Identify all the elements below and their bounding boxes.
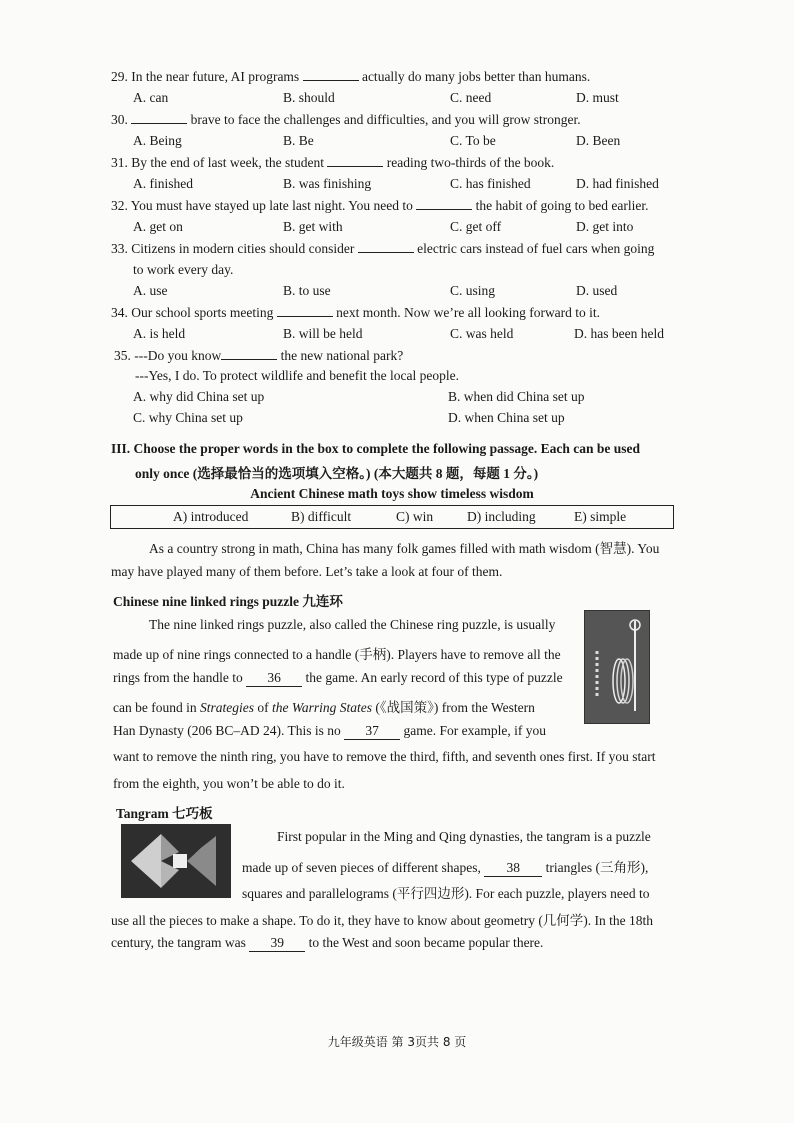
tangram-text: to the West and soon became popular there. [305, 935, 544, 950]
option-d: D. Been [576, 133, 621, 148]
question-stem: 29. In the near future, AI programs [111, 69, 303, 84]
question-35-reply: ---Yes, I do. To protect wildlife and benefit the local people. [135, 368, 459, 383]
blank-37: 37 [344, 723, 400, 740]
tangram-text: century, the tangram was [111, 935, 250, 950]
rings-line [113, 696, 535, 716]
question-35 [114, 347, 403, 364]
answer-blank [131, 111, 187, 124]
rings-text: can be found in [113, 700, 200, 715]
word-box [110, 505, 674, 529]
question-stem: the habit of going to bed earlier. [472, 198, 649, 213]
answer-blank [327, 154, 383, 167]
question-stem: next month. Now we’re all looking forward to it. [332, 305, 601, 320]
question-32 [111, 197, 648, 214]
word-option: B) difficult [291, 509, 352, 524]
book-title: the Warring States [271, 700, 372, 715]
question-stem: 31. By the end of last week, the student [111, 155, 328, 170]
answer-blank [277, 304, 333, 317]
option-d: D. when China set up [448, 410, 565, 425]
question-29 [111, 68, 590, 85]
option-d: D. must [576, 90, 619, 105]
question-stem: brave to face the challenges and difficulties, and you will grow stronger. [187, 112, 581, 127]
tangram-line: squares and parallelograms (平行四边形). For each puzzle, players need to [242, 886, 650, 901]
question-stem: 34. Our school sports meeting [111, 305, 277, 320]
rings-line: The nine linked rings puzzle, also called the Chinese ring puzzle, is usually [149, 617, 556, 632]
page-footer: 九年级英语 第 3页共 8 页 [327, 1035, 467, 1049]
tangram-text: made up of seven pieces of different shapes, [242, 860, 485, 875]
word-option: A) introduced [173, 509, 249, 524]
option-a: A. finished [133, 176, 193, 191]
option-d: D. has been held [574, 326, 664, 341]
option-b: B. get with [283, 219, 343, 234]
blank-38: 38 [484, 860, 542, 877]
section-3-note: only once [135, 466, 190, 481]
question-30 [111, 111, 581, 128]
rings-text: of [253, 700, 272, 715]
rings-text: rings from the handle to [113, 670, 247, 685]
answer-blank [303, 68, 359, 81]
passage-title: Ancient Chinese math toys show timeless wisdom [250, 486, 534, 501]
question-34 [111, 304, 600, 321]
answer-blank [416, 197, 472, 210]
option-c: C. To be [450, 133, 496, 148]
question-stem: 33. Citizens in modern cities should consider [111, 241, 358, 256]
option-a: A. can [133, 90, 169, 105]
rings-text: Han Dynasty (206 BC–AD 24). This is no [113, 723, 345, 738]
question-stem: actually do many jobs better than humans. [358, 69, 591, 84]
question-33-cont: to work every day. [133, 262, 234, 277]
rings-line [113, 670, 563, 687]
tangram-line [111, 935, 543, 952]
blank-39: 39 [249, 935, 305, 952]
option-b: B. will be held [283, 326, 363, 341]
question-stem: reading two-thirds of the book. [383, 155, 555, 170]
question-33 [111, 240, 654, 257]
option-c: C. has finished [450, 176, 531, 191]
question-stem: 32. You must have stayed up late last night. You need to [111, 198, 417, 213]
option-a: A. is held [133, 326, 186, 341]
tangram-photo [121, 824, 231, 898]
option-a: A. Being [133, 133, 182, 148]
option-a: A. why did China set up [133, 389, 265, 404]
word-option: D) including [467, 509, 536, 524]
option-d: D. had finished [576, 176, 659, 191]
option-d: D. get into [576, 219, 634, 234]
rings-heading: Chinese nine linked rings puzzle 九连环 [113, 594, 343, 609]
tangram-line: First popular in the Ming and Qing dynasties, the tangram is a puzzle [277, 829, 651, 844]
rings-text: game. For example, if you [400, 723, 546, 738]
section-3-title-cont [135, 462, 538, 482]
option-d: D. used [576, 283, 618, 298]
section-3-instruction: (选择最恰当的选项填入空格。) (本大题共 8 题，每题 1 分。) [189, 466, 539, 481]
rings-line [113, 723, 546, 740]
question-stem: 35. ---Do you know [114, 348, 222, 363]
nine-rings-illustration [585, 611, 649, 723]
option-a: A. get on [133, 219, 183, 234]
option-b: B. when did China set up [448, 389, 585, 404]
option-b: B. was finishing [283, 176, 372, 191]
rings-line: from the eighth, you won’t be able to do it. [113, 776, 345, 791]
question-stem: the new national park? [277, 348, 404, 363]
tangram-heading: Tangram 七巧板 [116, 806, 213, 821]
passage-intro-line: may have played many of them before. Let’s take a look at four of them. [111, 564, 503, 579]
section-3-title: III. Choose the proper words in the box to complete the following passage. Each can be used [111, 441, 641, 456]
blank-36: 36 [246, 670, 302, 687]
option-c: C. get off [450, 219, 502, 234]
answer-blank [358, 240, 414, 253]
rings-line: want to remove the ninth ring, you have to remove the third, fifth, and seventh ones first. If you start [113, 749, 656, 764]
answer-blank [221, 347, 277, 360]
tangram-illustration [121, 824, 231, 898]
tangram-line: use all the pieces to make a shape. To do it, they have to know about geometry (几何学). In the 18th [111, 913, 654, 928]
rings-text: (《战国策》) from the Western [372, 700, 535, 715]
word-option: C) win [396, 509, 434, 524]
passage-intro-line: As a country strong in math, China has many folk games filled with math wisdom (智慧). You [149, 541, 660, 556]
option-c: C. need [450, 90, 492, 105]
question-stem: electric cars instead of fuel cars when going [413, 241, 655, 256]
book-title: Strategies [199, 700, 254, 715]
option-a: A. use [133, 283, 168, 298]
option-c: C. using [450, 283, 496, 298]
option-b: B. to use [283, 283, 331, 298]
question-stem: 30. [111, 112, 132, 127]
option-c: C. was held [450, 326, 514, 341]
rings-line: made up of nine rings connected to a handle (手柄). Players have to remove all the [113, 647, 561, 662]
option-b: B. should [283, 90, 335, 105]
rings-text: the game. An early record of this type of puzzle [302, 670, 563, 685]
tangram-line [242, 856, 648, 877]
word-option: E) simple [574, 509, 627, 524]
option-b: B. Be [283, 133, 314, 148]
nine-rings-photo [584, 610, 650, 724]
question-31 [111, 154, 554, 171]
option-c: C. why China set up [133, 410, 243, 425]
tangram-text: triangles (三角形), [542, 860, 649, 875]
